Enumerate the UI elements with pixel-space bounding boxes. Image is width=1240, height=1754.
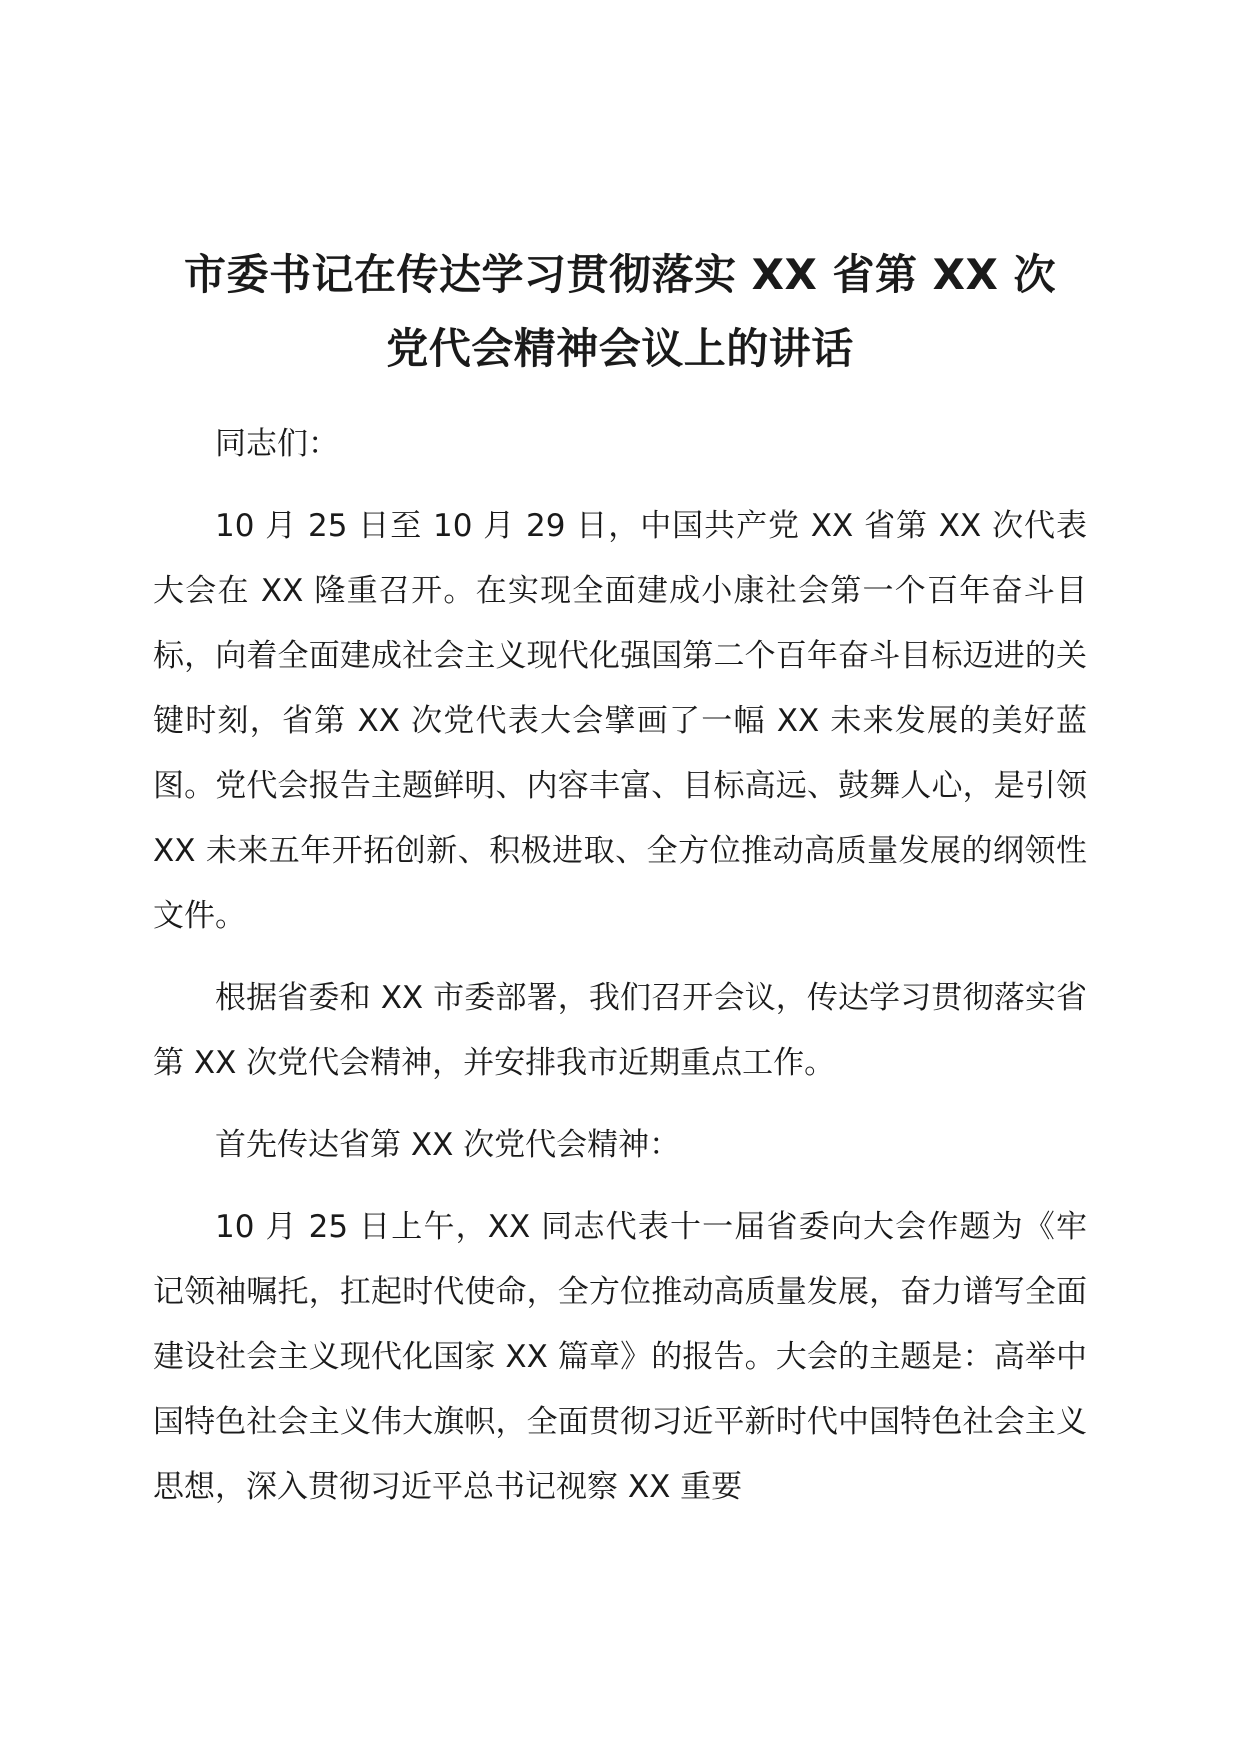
- document-body: [153, 412, 1087, 1537]
- paragraph: 首先传达省第 XX 次党代会精神：: [215, 1127, 681, 1163]
- paragraph: 根据省委和 XX 市委部署，我们召开会议，传达学习贯彻落实省第 XX 次党代会精神，并安排我市近期重点工作。: [153, 980, 1087, 1081]
- paragraph: 10 月 25 日上午，XX 同志代表十一届省委向大会作题为《牢记领袖嘱托，扛起时代使命，全方位推动高质量发展，奋力谱写全面建设社会主义现代化国家 XX 篇章》的报告。大会的主题是：高举中国特色社会主义伟大旗帜，全面贯彻习近平新时代中国特色社会主义思想，深入贯彻习近平总书记视察 XX 重要: [153, 1209, 1087, 1505]
- paragraph: 10 月 25 日至 10 月 29 日，中国共产党 XX 省第 XX 次代表大会在 XX 隆重召开。在实现全面建成小康社会第一个百年奋斗目标，向着全面建成社会主义现代化强国第二个百年奋斗目标迈进的关键时刻，省第 XX 次党代表大会擘画了一幅 XX 未来发展的美好蓝图。党代会报告主题鲜明、内容丰富、目标高远、鼓舞人心，是引领 XX 未来五年开拓创新、积极进取、全方位推动高质量发展的纲领性文件。: [153, 508, 1087, 934]
- document-title: [150, 238, 1090, 386]
- salutation: 同志们：: [215, 426, 339, 462]
- title-line-1: 市委书记在传达学习贯彻落实 XX 省第 XX 次: [183, 250, 1057, 299]
- title-line-2: 党代会精神会议上的讲话: [386, 324, 854, 373]
